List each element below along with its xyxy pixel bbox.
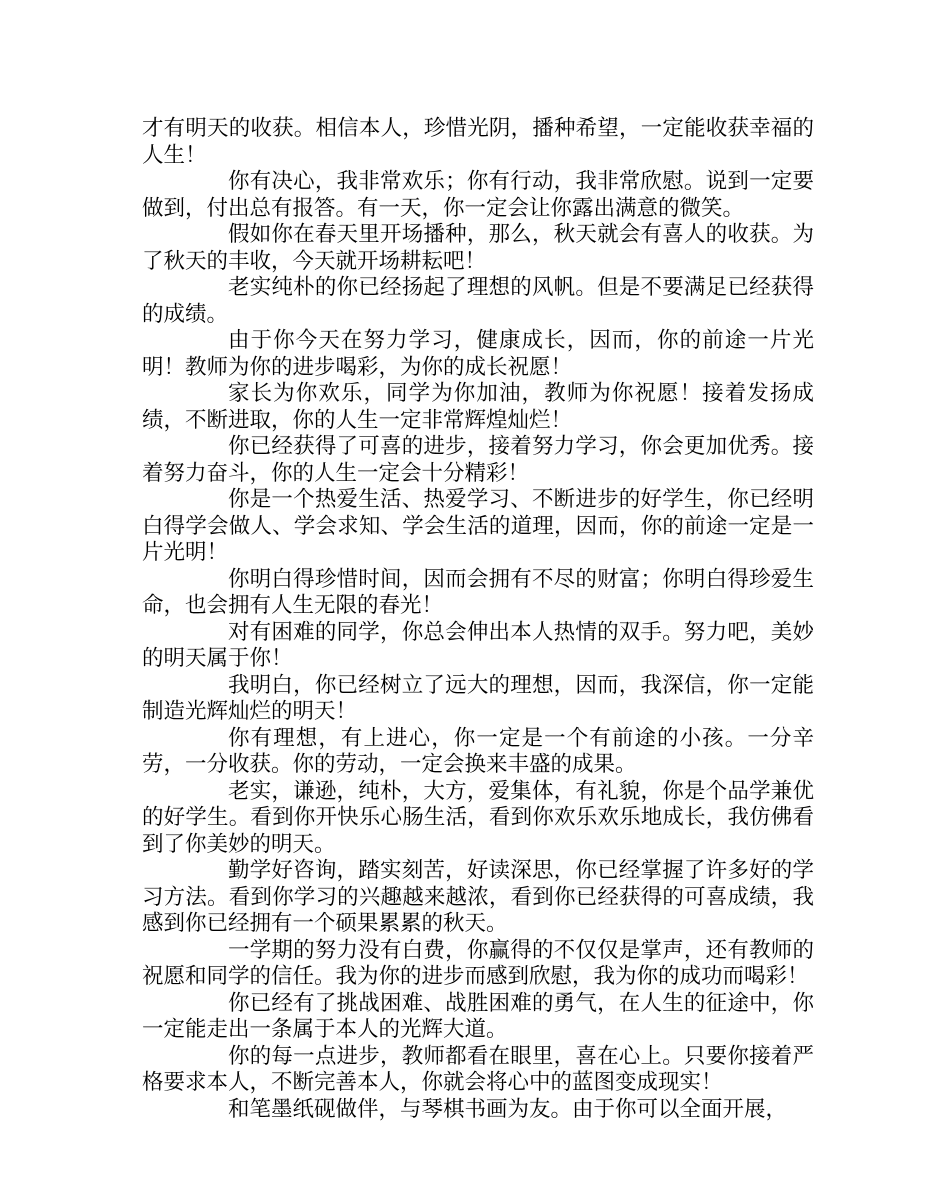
paragraph-17: 你的每一点进步，教师都看在眼里，喜在心上。只要你接着严格要求本人，不断完善本人，你就会将心中的蓝图变成现实！ [142, 1043, 814, 1095]
paragraph-4: 老实纯朴的你已经扬起了理想的风帆。但是不要满足已经获得的成绩。 [142, 275, 814, 327]
paragraph-1: 才有明天的收获。相信本人，珍惜光阴，播种希望，一定能收获幸福的人生！ [142, 116, 814, 168]
paragraph-9: 你明白得珍惜时间，因而会拥有不尽的财富；你明白得珍爱生命，也会拥有人生无限的春光！ [142, 566, 814, 618]
paragraph-16: 你已经有了挑战困难、战胜困难的勇气，在人生的征途中，你一定能走出一条属于本人的光辉大道。 [142, 990, 814, 1042]
paragraph-8: 你是一个热爱生活、热爱学习、不断进步的好学生，你已经明白得学会做人、学会求知、学会生活的道理，因而，你的前途一定是一片光明！ [142, 487, 814, 565]
document-page [142, 116, 814, 1123]
paragraph-18: 和笔墨纸砚做伴，与琴棋书画为友。由于你可以全面开展， [228, 1096, 788, 1122]
paragraph-12: 你有理想，有上进心，你一定是一个有前途的小孩。一分辛劳，一分收获。你的劳动，一定会换来丰盛的成果。 [142, 725, 814, 777]
paragraph-10: 对有困难的同学，你总会伸出本人热情的双手。努力吧，美妙的明天属于你！ [142, 619, 814, 671]
paragraph-2: 你有决心，我非常欢乐；你有行动，我非常欣慰。说到一定要做到，付出总有报答。有一天，你一定会让你露出满意的微笑。 [142, 169, 814, 221]
paragraph-13: 老实，谦逊，纯朴，大方，爱集体，有礼貌，你是个品学兼优的好学生。看到你开快乐心肠生活，看到你欢乐欢乐地成长，我仿佛看到了你美妙的明天。 [142, 778, 814, 857]
paragraph-15: 一学期的努力没有白费，你赢得的不仅仅是掌声，还有教师的祝愿和同学的信任。我为你的进步而感到欣慰，我为你的成功而喝彩！ [142, 937, 814, 989]
paragraph-7: 你已经获得了可喜的进步，接着努力学习，你会更加优秀。接着努力奋斗，你的人生一定会十分精彩！ [142, 434, 814, 486]
paragraph-14: 勤学好咨询，踏实刻苦，好读深思，你已经掌握了许多好的学习方法。看到你学习的兴趣越来越浓，看到你已经获得的可喜成绩，我感到你已经拥有一个硕果累累的秋天。 [142, 858, 814, 936]
paragraph-6: 家长为你欢乐，同学为你加油，教师为你祝愿！接着发扬成绩，不断进取，你的人生一定非常辉煌灿烂！ [142, 381, 814, 433]
paragraph-5: 由于你今天在努力学习，健康成长，因而，你的前途一片光明！教师为你的进步喝彩，为你的成长祝愿！ [142, 328, 814, 380]
paragraph-11: 我明白，你已经树立了远大的理想，因而，我深信，你一定能制造光辉灿烂的明天！ [142, 672, 814, 724]
paragraph-3: 假如你在春天里开场播种，那么，秋天就会有喜人的收获。为了秋天的丰收，今天就开场耕耘吧！ [142, 222, 814, 274]
